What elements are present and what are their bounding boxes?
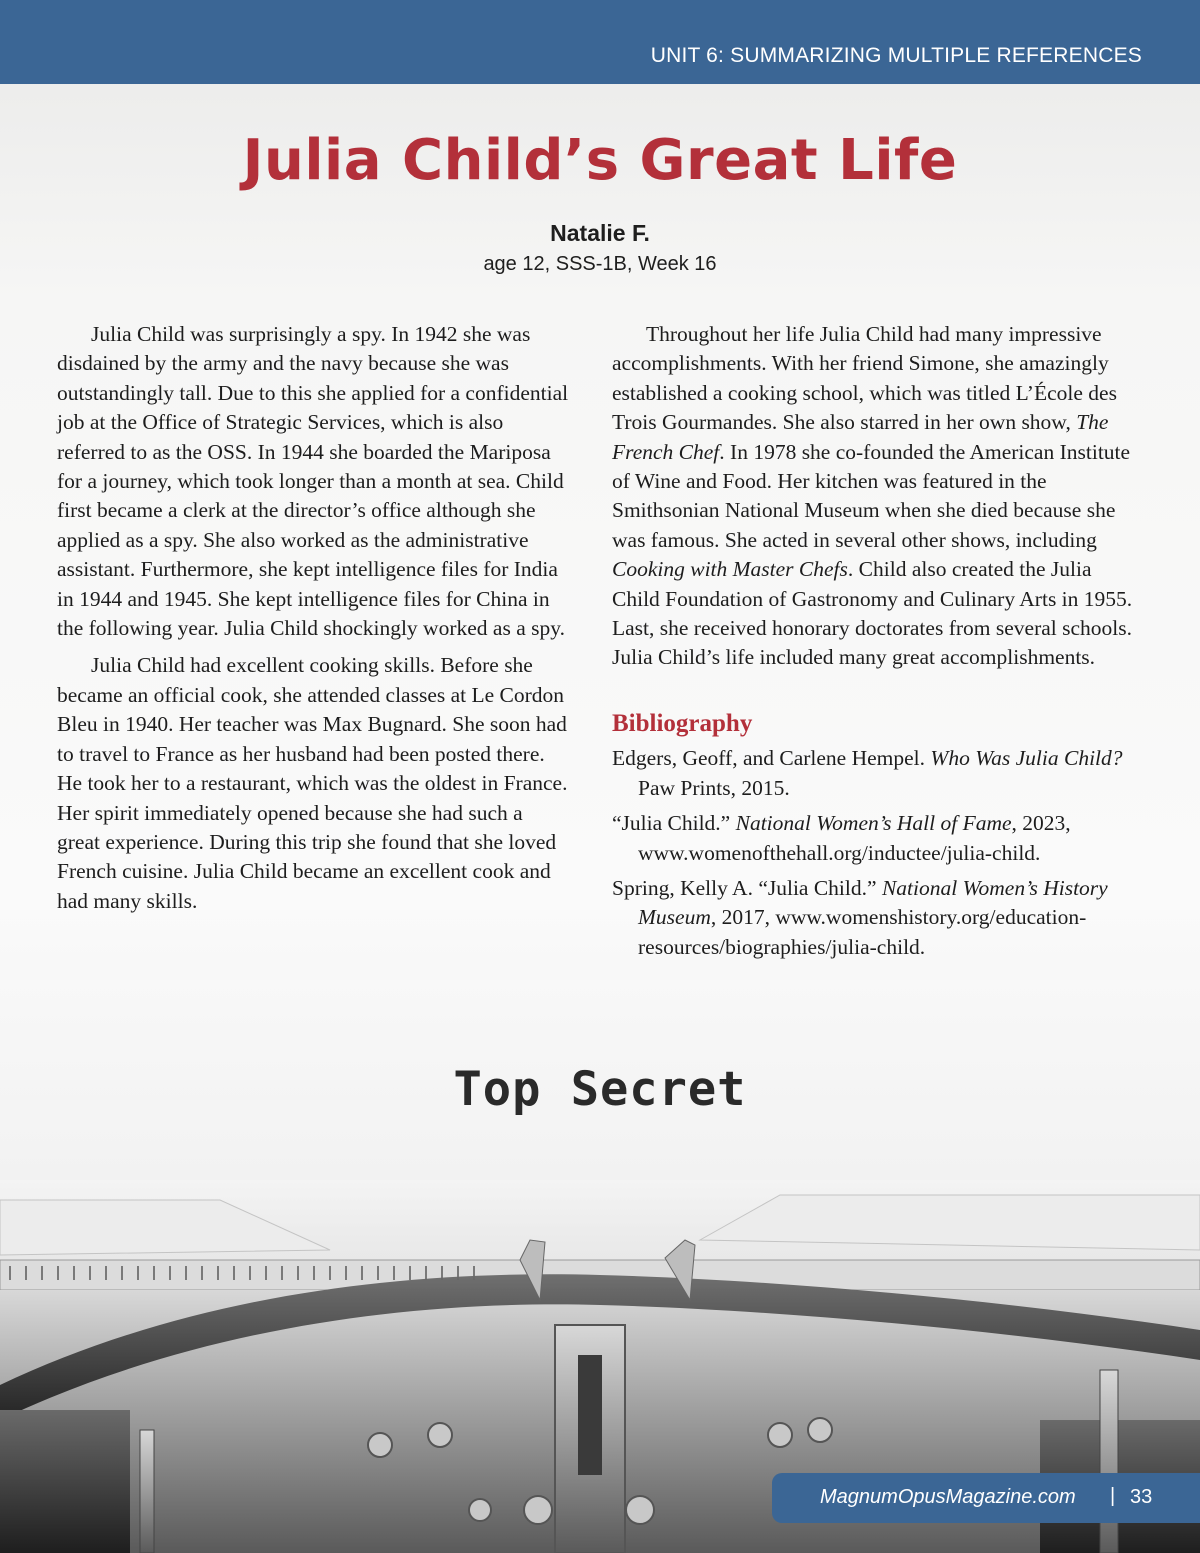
screw bbox=[428, 1423, 452, 1447]
screw bbox=[524, 1496, 552, 1524]
bibliography-entry: Edgers, Geoff, and Carlene Hempel. Who Was Julia Child? Paw Prints, 2015. bbox=[612, 746, 1123, 800]
page-number: 33 bbox=[1130, 1486, 1153, 1508]
screw bbox=[469, 1499, 491, 1521]
screw bbox=[368, 1433, 392, 1457]
author-name: Natalie F. bbox=[550, 220, 650, 246]
footer-tab bbox=[772, 1473, 1200, 1523]
post bbox=[1100, 1370, 1118, 1553]
bibliography-entry: Spring, Kelly A. “Julia Child.” National Women’s History Museum, 2017, www.womenshistory.org/education-resources/biographies/julia-child. bbox=[612, 875, 1108, 959]
screw bbox=[808, 1418, 832, 1442]
bibliography-heading: Bibliography bbox=[612, 709, 753, 737]
show-title: Cooking with Master Chefs bbox=[612, 557, 848, 582]
paragraph-3: Throughout her life Julia Child had many impressive accomplishments. With her friend Simone, she amazingly established a cooking school, which was titled L’École des Trois Gourmandes. She also starred in her own show, The French Chef. In 1978 she co-founded the American Institute of Wine and Food. Her kitchen was featured in the Smithsonian National Museum when she died because she was famous. She acted in several other shows, including Cooking with Master Chefs. Child also created the Julia Child Foundation of Gastronomy and Culinary Arts in 1955. Last, she received honorary doctorates from several schools. Julia Child’s life included many great accomplishments. bbox=[612, 322, 1133, 670]
author-info: age 12, SSS-1B, Week 16 bbox=[483, 253, 717, 275]
left-frame bbox=[0, 1410, 130, 1553]
top-secret-typed-text: Top Secret bbox=[453, 1062, 747, 1117]
paragraph-2: Julia Child had excellent cooking skills. Before she became an official cook, she attended classes at Le Cordon Bleu in 1940. Her teacher was Max Bugnard. She soon had to travel to France as her husband had been posted there. He took her to a restaurant, which was the oldest in France. Her spirit immediately opened because she had such a great experience. During this trip she found that she loved French cuisine. Julia Child became an excellent cook and had many skills. bbox=[57, 653, 568, 913]
header-bar bbox=[0, 0, 1200, 84]
screw bbox=[626, 1496, 654, 1524]
magazine-site: MagnumOpusMagazine.com bbox=[820, 1486, 1076, 1508]
paragraph-1: Julia Child was surprisingly a spy. In 1942 she was disdained by the army and the navy because she was outstandingly tall. Due to this she applied for a confidential job at the Office of Strategic Services, which is also referred to as the OSS. In 1944 she boarded the Mariposa for a journey, which took longer than a month at sea. Child first became a clerk at the director’s office although she applied as a spy. She also worked as the administrative assistant. Furthermore, she kept intelligence files for India in 1944 and 1945. She kept intelligence files for China in the following year. Julia Child shockingly worked as a spy. bbox=[57, 322, 569, 641]
bibliography-entry: “Julia Child.” National Women’s Hall of Fame, 2023, www.womenofthehall.org/inductee/julia-child. bbox=[612, 811, 1071, 865]
screw bbox=[768, 1423, 792, 1447]
unit-label: UNIT 6: SUMMARIZING MULTIPLE REFERENCES bbox=[650, 44, 1142, 67]
post bbox=[140, 1430, 154, 1553]
ribbon-guide-slot bbox=[578, 1355, 602, 1475]
show-title: The French Chef bbox=[612, 410, 1109, 464]
right-column bbox=[612, 320, 1142, 968]
footer-separator: | bbox=[1110, 1485, 1116, 1507]
article-title: Julia Child’s Great Life bbox=[242, 128, 958, 193]
paper-guide bbox=[700, 1195, 1200, 1250]
left-column bbox=[57, 320, 569, 924]
